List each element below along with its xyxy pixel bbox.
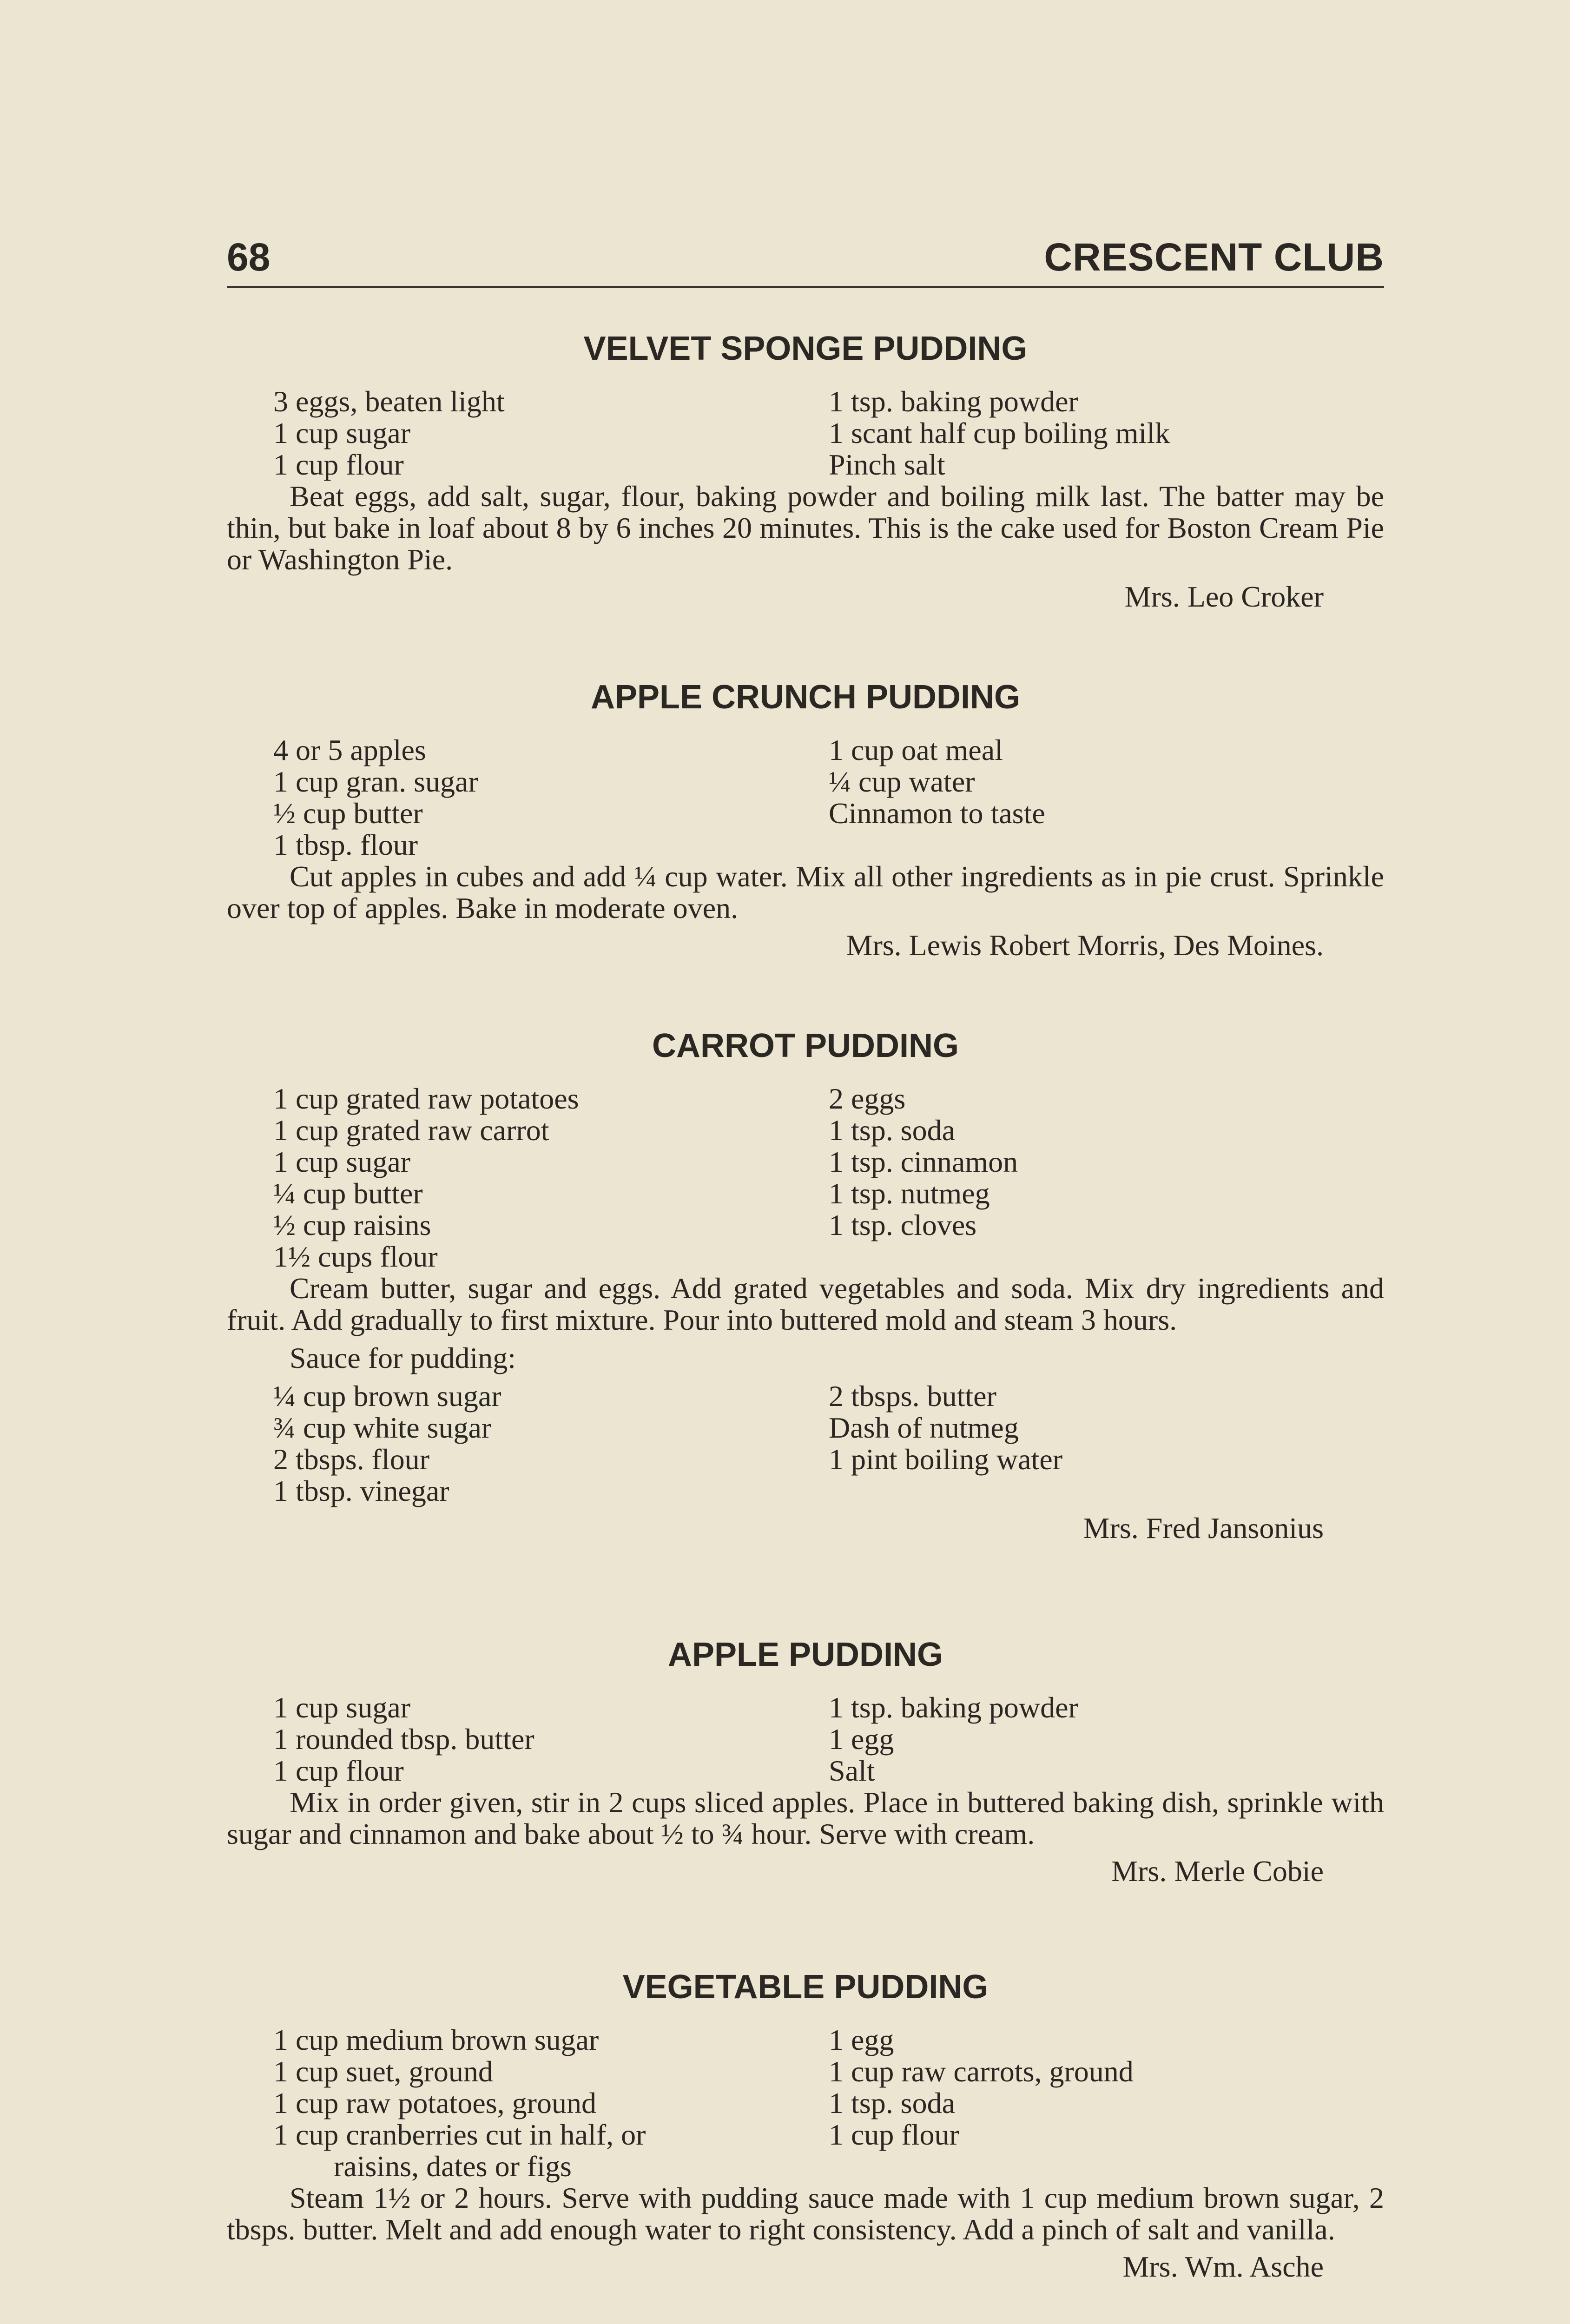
sauce-ingredient-list	[227, 1380, 1384, 1507]
ingredient-continued: raisins, dates or figs	[334, 2150, 572, 2183]
ingredient-list	[227, 734, 1384, 861]
ingredient: 1 tbsp. vinegar	[273, 1474, 449, 1507]
ingredient: Cinnamon to taste	[829, 797, 1045, 830]
ingredient: 1 tsp. baking powder	[829, 385, 1078, 418]
ingredient: ¼ cup brown sugar	[273, 1380, 501, 1413]
ingredient-list	[227, 1692, 1384, 1787]
page-number: 68	[227, 235, 270, 279]
ingredient-list	[227, 386, 1384, 481]
recipe-apple-crunch-pudding	[227, 674, 1384, 961]
ingredient: 1 tsp. baking powder	[829, 1691, 1078, 1724]
recipe-method: Cut apples in cubes and add ¼ cup water. Mix all other ingredients as in pie crust. Sprinkle over top of apples. Bake in moderate oven.	[227, 860, 1384, 924]
recipe-carrot-pudding	[227, 1023, 1384, 1544]
ingredient: ¾ cup white sugar	[273, 1411, 492, 1444]
ingredient: 1 tsp. cloves	[829, 1208, 977, 1241]
recipe-method: Mix in order given, stir in 2 cups sliced apples. Place in buttered baking dish, sprinkle with sugar and cinnamon and bake about ½ to ¾ hour. Serve with cream.	[227, 1786, 1384, 1850]
ingredient: 3 eggs, beaten light	[273, 385, 505, 418]
ingredient: 1 tbsp. flour	[273, 828, 418, 861]
ingredient: Pinch salt	[829, 448, 945, 481]
recipe-author: Mrs. Fred Jansonius	[1083, 1512, 1324, 1545]
recipe-author: Mrs. Merle Cobie	[1111, 1855, 1324, 1888]
recipe-author: Mrs. Lewis Robert Morris, Des Moines.	[846, 929, 1324, 962]
ingredient: 1 cup flour	[273, 448, 404, 481]
ingredient: 1 cup grated raw carrot	[273, 1114, 549, 1147]
ingredient: 1 cup cranberries cut in half, or	[273, 2118, 646, 2151]
ingredient: 1 cup gran. sugar	[273, 765, 478, 798]
ingredient-list	[227, 1083, 1384, 1273]
recipe-title: CARROT PUDDING	[652, 1027, 959, 1064]
ingredient: 1 cup raw carrots, ground	[829, 2055, 1134, 2088]
recipe-title: VEGETABLE PUDDING	[622, 1968, 989, 2006]
ingredient: 1 cup sugar	[273, 416, 411, 449]
recipe-title: APPLE CRUNCH PUDDING	[590, 679, 1021, 716]
ingredient: 1 cup raw potatoes, ground	[273, 2086, 596, 2119]
ingredient: 1 egg	[829, 2023, 894, 2056]
recipe-method: Cream butter, sugar and eggs. Add grated vegetables and soda. Mix dry ingredients and fruit. Add gradually to first mixture. Pour into buttered mold and steam 3 hours.	[227, 1272, 1384, 1336]
ingredient: 1 tsp. soda	[829, 1114, 955, 1147]
recipe-title: APPLE PUDDING	[667, 1636, 943, 1673]
ingredient: 1 scant half cup boiling milk	[829, 416, 1170, 449]
recipe-vegetable-pudding	[227, 1964, 1384, 2283]
sauce-heading: Sauce for pudding:	[290, 1341, 516, 1374]
page-header	[227, 235, 1384, 288]
ingredient: Dash of nutmeg	[829, 1411, 1019, 1444]
ingredient: 1 cup suet, ground	[273, 2055, 493, 2088]
ingredient: 1 cup grated raw potatoes	[273, 1082, 579, 1115]
ingredient: 1 cup sugar	[273, 1145, 411, 1178]
club-name: CRESCENT CLUB	[1044, 235, 1384, 279]
ingredient: 2 eggs	[829, 1082, 906, 1115]
ingredient: 1 cup flour	[273, 1754, 404, 1787]
ingredient: 2 tbsps. flour	[273, 1443, 429, 1476]
ingredient: 1 tsp. nutmeg	[829, 1177, 990, 1210]
ingredient: 1 tsp. cinnamon	[829, 1145, 1018, 1178]
ingredient: Salt	[829, 1754, 875, 1787]
ingredient: 2 tbsps. butter	[829, 1380, 996, 1413]
ingredient: ½ cup butter	[273, 797, 423, 830]
recipe-apple-pudding	[227, 1631, 1384, 1887]
recipe-method: Steam 1½ or 2 hours. Serve with pudding sauce made with 1 cup medium brown sugar, 2 tbsps. butter. Melt and add enough water to right consistency. Add a pinch of salt and vanilla.	[227, 2181, 1384, 2246]
recipe-author: Mrs. Wm. Asche	[1122, 2250, 1324, 2283]
ingredient: 4 or 5 apples	[273, 733, 426, 766]
ingredient: 1½ cups flour	[273, 1240, 438, 1273]
ingredient: ½ cup raisins	[273, 1208, 431, 1241]
recipe-velvet-sponge-pudding	[227, 325, 1384, 613]
recipe-method: Beat eggs, add salt, sugar, flour, baking powder and boiling milk last. The batter may be thin, but bake in loaf about 8 by 6 inches 20 minutes. This is the cake used for Boston Cream Pie or Washington Pie.	[227, 480, 1384, 576]
ingredient: 1 egg	[829, 1723, 894, 1756]
ingredient: ¼ cup butter	[273, 1177, 423, 1210]
ingredient-list	[227, 2024, 1384, 2182]
ingredient: 1 rounded tbsp. butter	[273, 1723, 534, 1756]
ingredient: 1 cup medium brown sugar	[273, 2023, 599, 2056]
ingredient: 1 tsp. soda	[829, 2086, 955, 2119]
ingredient: 1 cup sugar	[273, 1691, 411, 1724]
ingredient: 1 cup oat meal	[829, 733, 1003, 766]
ingredient: ¼ cup water	[829, 765, 975, 798]
ingredient: 1 pint boiling water	[829, 1443, 1063, 1476]
ingredient: 1 cup flour	[829, 2118, 959, 2151]
recipe-author: Mrs. Leo Croker	[1124, 580, 1324, 613]
recipe-title: VELVET SPONGE PUDDING	[583, 330, 1028, 367]
